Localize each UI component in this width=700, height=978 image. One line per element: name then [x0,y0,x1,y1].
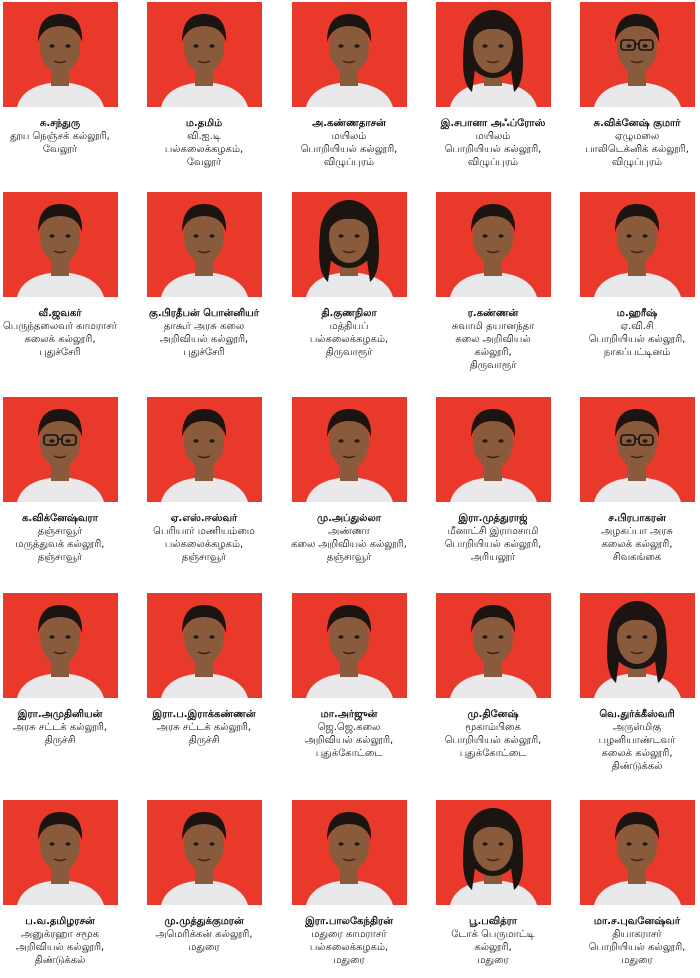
portrait-silhouette-icon [3,397,118,502]
student-photo [3,192,118,297]
student-photo [436,2,551,107]
student-institution-line: மயிலம் [475,131,511,142]
student-photo [580,800,695,905]
student-card [570,800,700,967]
student-institution-line: கலை அறிவியல் கல்லூரி, [291,539,407,550]
student-institution-line: ஜெ.ஜெ.கலை [317,722,381,733]
student-institution-line: புதுக்கோட்டை [315,748,383,759]
student-card [137,397,271,564]
student-institution-line: மதுரை [621,955,653,966]
student-name: க.விக்னேஷ்வரா [22,513,98,524]
student-photo [3,2,118,107]
student-institution-line: பொறியியல் கல்லூரி, [300,144,398,155]
portrait-silhouette-icon [3,2,118,107]
student-card [0,2,127,156]
student-photo [292,593,407,698]
student-name: இரா.முத்துராஜ் [458,513,528,524]
student-institution-line: அழகப்பா அரசு [601,526,673,537]
student-name: இரா.பாலகேந்திரன் [305,916,393,927]
student-institution-line: அண்ணா [328,526,370,537]
student-name: வீ.ஜவகர் [38,308,82,319]
student-institution-line: டோக் பெருமாட்டி [451,929,535,940]
portrait-silhouette-icon [436,192,551,297]
student-institution-line: பல்கலைக்கழகம், [164,539,244,550]
portrait-silhouette-icon [292,397,407,502]
portrait-silhouette-icon [147,2,262,107]
student-photo [292,800,407,905]
student-photo [147,397,262,502]
student-photo [147,192,262,297]
student-photo [436,192,551,297]
student-name: தி.குணநிலா [321,308,377,319]
student-photo [580,397,695,502]
student-card [426,593,560,760]
student-institution-line: அறிவியல் கல்லூரி, [15,942,105,953]
student-name: ம.ஹரீஷ் [616,308,658,319]
student-card [282,2,416,169]
student-card [282,593,416,760]
portrait-silhouette-icon [3,593,118,698]
student-institution-line: தூய நெஞ்சக் கல்லூரி, [10,131,110,142]
student-institution-line: தஞ்சாவூர் [37,552,83,563]
student-institution-line: அறிவியல் கல்லூரி, [304,735,394,746]
student-institution-line: திருவாரூர் [325,347,373,358]
portrait-silhouette-icon [436,593,551,698]
student-institution-line: மதுரை [333,955,365,966]
student-institution-line: மதுரை [188,942,220,953]
student-institution-line: பழனியாண்டவர் [598,735,676,746]
student-institution-line: நாகப்பட்டினம் [603,347,671,358]
student-institution-line: பல்கலைக்கழகம், [164,144,244,155]
student-institution-line: திண்டுக்கல் [611,761,663,772]
student-institution-line: விழுப்புரம் [323,157,375,168]
student-name: வெ.துர்க்கீஸ்வரி [599,709,675,720]
student-photo [147,593,262,698]
student-photo [3,397,118,502]
student-institution-line: திருவாரூர் [469,360,517,371]
student-photo [3,593,118,698]
portrait-silhouette-icon [436,2,551,107]
student-institution-line: கலைக் கல்லூரி, [601,539,673,550]
portrait-silhouette-icon [3,800,118,905]
student-photo [3,800,118,905]
student-name: ர.கண்ணன் [467,308,519,319]
student-card [0,593,127,747]
student-card [426,2,560,169]
student-institution-line: மத்தியப் [329,321,369,332]
student-photo [292,192,407,297]
student-institution-line: கலைக் கல்லூரி, [24,334,96,345]
portrait-silhouette-icon [292,800,407,905]
student-photo [580,192,695,297]
student-institution-line: தாகூர் அரசு கலை [163,321,245,332]
student-institution-line: மதுரை [477,955,509,966]
portrait-silhouette-icon [147,593,262,698]
student-name: மா.அர்ஜுன் [320,709,378,720]
student-name: இரா.ப.இராக்கண்ணன் [152,709,256,720]
student-name: ம.தமிம் [185,118,223,129]
student-institution-line: மீனாட்சி இராமசாமி [447,526,539,537]
student-photo [580,593,695,698]
student-institution-line: திண்டுக்கல் [34,955,86,966]
student-institution-line: அமெரிக்கன் கல்லூரி, [155,929,253,940]
student-name: மு.அப்துல்லா [317,513,381,524]
student-card [570,2,700,169]
student-institution-line: அரசு சட்டக் கல்லூரி, [156,722,252,733]
portrait-silhouette-icon [580,800,695,905]
student-institution-line: புதுச்சேரி [183,347,225,358]
student-institution-line: கல்லூரி, [474,347,512,358]
student-card [426,192,560,372]
portrait-silhouette-icon [147,800,262,905]
student-institution-line: பொறியியல் கல்லூரி, [444,539,542,550]
student-name: அ.கண்ணதாசன் [312,118,386,129]
student-institution-line: தஞ்சாவூர் [181,552,227,563]
student-institution-line: அறிவியல் கல்லூரி, [159,334,249,345]
student-name: மு.தினேஷ் [467,709,519,720]
student-institution-line: கலை அறிவியல் [455,334,531,345]
student-name: இரா.அமுதினியன் [17,709,103,720]
student-photo [436,397,551,502]
student-photo [580,2,695,107]
student-institution-line: திருச்சி [44,735,76,746]
student-institution-line: புதுச்சேரி [39,347,81,358]
student-card [137,800,271,954]
student-institution-line: அனுக்ரஹா சமூக [21,929,99,940]
student-card [570,397,700,564]
student-card [282,397,416,564]
portrait-silhouette-icon [292,192,407,297]
student-institution-line: பெருந்தலைவர் காமராசர் [3,321,117,332]
student-institution-line: விழுப்புரம் [611,157,663,168]
student-card [0,397,127,564]
student-institution-line: பொறியியல் கல்லூரி, [444,735,542,746]
student-institution-line: மயிலம் [331,131,367,142]
student-institution-line: அருள்மிகு [612,722,662,733]
student-card [0,800,127,967]
student-institution-line: அரசு சட்டக் கல்லூரி, [12,722,108,733]
student-institution-line: தஞ்சாவூர் [326,552,372,563]
student-card [137,192,271,359]
student-card [137,593,271,747]
student-name: சு.விக்னேஷ் குமார் [593,118,681,129]
student-institution-line: பொறியியல் கல்லூரி, [444,144,542,155]
student-photo [147,2,262,107]
portrait-silhouette-icon [436,397,551,502]
student-institution-line: ஏ.வி.சி [620,321,654,332]
student-institution-line: சுவாமி தயானந்தா [451,321,535,332]
portrait-silhouette-icon [147,397,262,502]
student-institution-line: விழுப்புரம் [467,157,519,168]
student-institution-line: சிவகங்கை [612,552,662,563]
student-institution-line: பாலிடெக்னிக் கல்லூரி, [585,144,689,155]
student-institution-line: தியாகராசர் [612,929,662,940]
student-card [426,397,560,564]
portrait-silhouette-icon [436,800,551,905]
student-institution-line: பொறியியல் கல்லூரி, [588,942,686,953]
student-photo [147,800,262,905]
student-card [426,800,560,967]
student-photo [436,800,551,905]
student-card [0,192,127,359]
portrait-silhouette-icon [3,192,118,297]
student-institution-line: வேலூர் [42,144,78,155]
portrait-silhouette-icon [292,593,407,698]
student-institution-line: பல்கலைக்கழகம், [309,942,389,953]
student-institution-line: மருத்துவக் கல்லூரி, [15,539,105,550]
portrait-silhouette-icon [292,2,407,107]
student-photo [292,2,407,107]
student-card [282,800,416,967]
student-institution-line: வேலூர் [186,157,222,168]
student-institution-line: கலைக் கல்லூரி, [601,748,673,759]
student-card [570,593,700,773]
portrait-silhouette-icon [580,397,695,502]
student-institution-line: மூகாம்பிகை [465,722,521,733]
student-institution-line: தஞ்சாவூர் [37,526,83,537]
portrait-silhouette-icon [580,593,695,698]
portrait-silhouette-icon [147,192,262,297]
student-card [570,192,700,359]
student-institution-line: பொறியியல் கல்லூரி, [588,334,686,345]
student-name: இ.சபானா அஃப்ரோஸ் [440,118,546,129]
student-institution-line: பல்கலைக்கழகம், [309,334,389,345]
student-institution-line: திருச்சி [188,735,220,746]
student-name: சு.சந்துரு [39,118,81,129]
student-institution-line: ஏழுமலை [614,131,660,142]
student-card [282,192,416,359]
student-institution-line: பெரியார் மணியம்மை [153,526,255,537]
portrait-silhouette-icon [580,192,695,297]
student-name: மா.ச.புவனேஷ்வர் [593,916,681,927]
portrait-silhouette-icon [580,2,695,107]
student-institution-line: புதுக்கோட்டை [459,748,527,759]
student-photo [436,593,551,698]
student-card [137,2,271,169]
student-name: ப.வ.தமிழரசன் [25,916,95,927]
student-name: ச.பிரபாகரன் [608,513,666,524]
student-institution-line: வி.ஐ.டி [187,131,221,142]
student-photo [292,397,407,502]
student-name: பூ.பவித்ரா [469,916,517,927]
student-name: கு.பிரதீபன் பொன்னியர் [149,308,259,319]
student-name: மு.முத்துக்குமரன் [164,916,244,927]
student-institution-line: கல்லூரி, [474,942,512,953]
student-institution-line: அரியலூர் [470,552,516,563]
student-institution-line: மதுரை காமராசர் [311,929,387,940]
student-name: ஏ.எஸ்.ஈஸ்வர் [170,513,238,524]
